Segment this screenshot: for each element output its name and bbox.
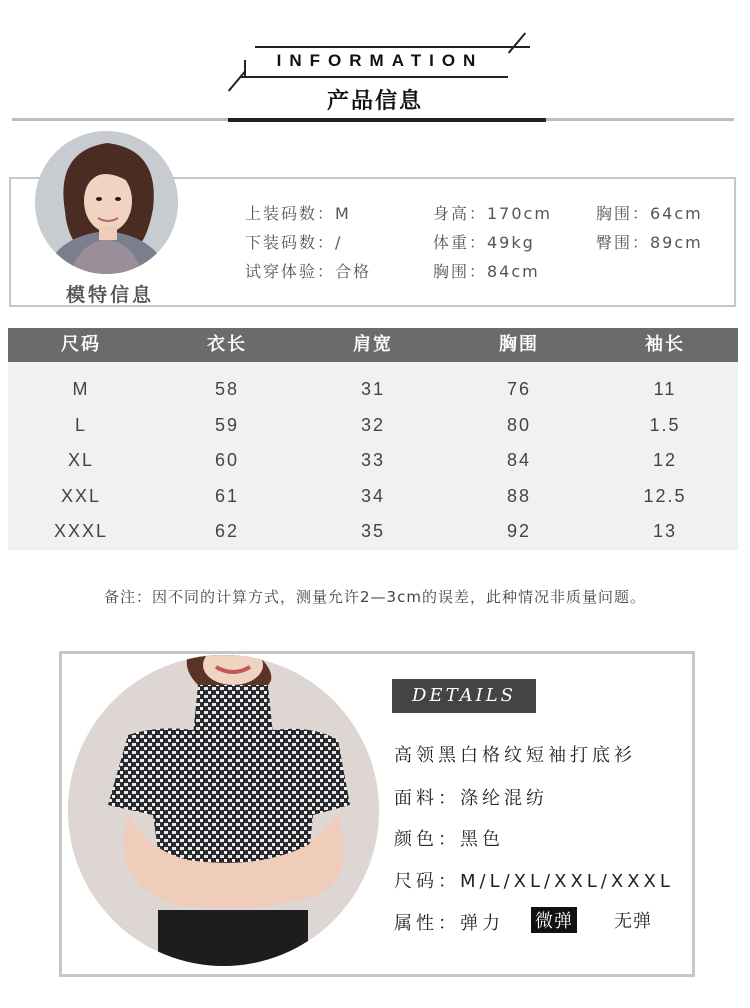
measurement-note: 备注：因不同的计算方式，测量允许2—3cm的误差，此种情况非质量问题。: [104, 588, 646, 606]
model-avatar: [35, 131, 178, 274]
model-bust: 胸围：84cm: [433, 262, 540, 281]
table-cell: 31: [360, 379, 386, 399]
table-row: [8, 372, 738, 408]
elastic-label: 属性：弹力: [394, 913, 504, 934]
table-cell: 33: [360, 450, 386, 471]
table-cell: XL: [67, 450, 95, 471]
model-hip: 臀围：89cm: [596, 233, 703, 252]
table-cell: 1.5: [649, 414, 681, 435]
table-row: [8, 514, 738, 550]
table-row: [8, 408, 738, 444]
product-name: 高领黑白格纹短袖打底衫: [394, 745, 636, 766]
model-chest2: 胸围：64cm: [596, 204, 703, 223]
header-title-en: INFORMATION: [276, 51, 484, 70]
table-cell: 59: [214, 414, 240, 435]
table-cell: 34: [360, 485, 386, 506]
size-table-header: [8, 328, 738, 362]
size-table-body: [8, 362, 738, 550]
table-cell: 76: [506, 379, 532, 399]
col-header-bust: 胸围: [499, 334, 539, 355]
elastic-option-slight: 微弹: [531, 907, 577, 933]
table-row: [8, 443, 738, 479]
details-badge: DETAILS: [392, 679, 536, 713]
table-cell: 12: [652, 450, 678, 471]
table-cell: 13: [652, 521, 678, 542]
header-line-top: [255, 46, 530, 48]
table-cell: 84: [506, 450, 532, 471]
table-cell: L: [74, 414, 87, 435]
table-cell: 60: [214, 450, 240, 471]
table-cell: 88: [506, 485, 532, 506]
table-cell: XXXL: [53, 521, 109, 542]
table-row: [8, 479, 738, 515]
elastic-option-none: 无弹: [614, 911, 652, 932]
table-cell: 11: [653, 379, 677, 399]
table-cell: 35: [360, 521, 386, 542]
col-header-length: 衣长: [207, 334, 247, 355]
col-header-shoulder: 肩宽: [353, 334, 393, 355]
header-line-bottom: [240, 76, 508, 78]
product-color: 颜色：黑色: [394, 829, 504, 850]
model-bottom-size: 下装码数：/: [245, 233, 343, 252]
header-slash-right: [508, 32, 526, 53]
model-fitting: 试穿体验：合格: [245, 262, 372, 281]
model-info-title: 模特信息: [65, 284, 154, 306]
header-title-cn: 产品信息: [326, 89, 423, 114]
model-weight: 体重：49kg: [433, 233, 535, 252]
product-sizes: 尺码：M/L/XL/XXL/XXXL: [394, 871, 674, 892]
table-cell: XXL: [60, 485, 102, 506]
product-photo-illustration: [68, 655, 379, 966]
table-cell: 58: [214, 379, 240, 399]
table-cell: 32: [360, 414, 386, 435]
table-cell: 92: [506, 521, 532, 542]
product-fabric: 面料：涤纶混纺: [394, 788, 548, 809]
table-cell: 62: [214, 521, 240, 542]
size-table: [8, 328, 738, 550]
table-cell: 80: [506, 414, 532, 435]
table-cell: 12.5: [643, 485, 687, 506]
product-photo: [68, 655, 379, 966]
header-divider-accent: [228, 118, 546, 122]
model-height: 身高：170cm: [433, 204, 552, 223]
table-cell: 61: [214, 485, 240, 506]
col-header-size: 尺码: [61, 334, 101, 355]
model-avatar-illustration: [35, 131, 178, 274]
model-top-size: 上装码数：M: [245, 204, 351, 223]
col-header-sleeve: 袖长: [645, 334, 685, 355]
table-cell: M: [72, 379, 90, 399]
